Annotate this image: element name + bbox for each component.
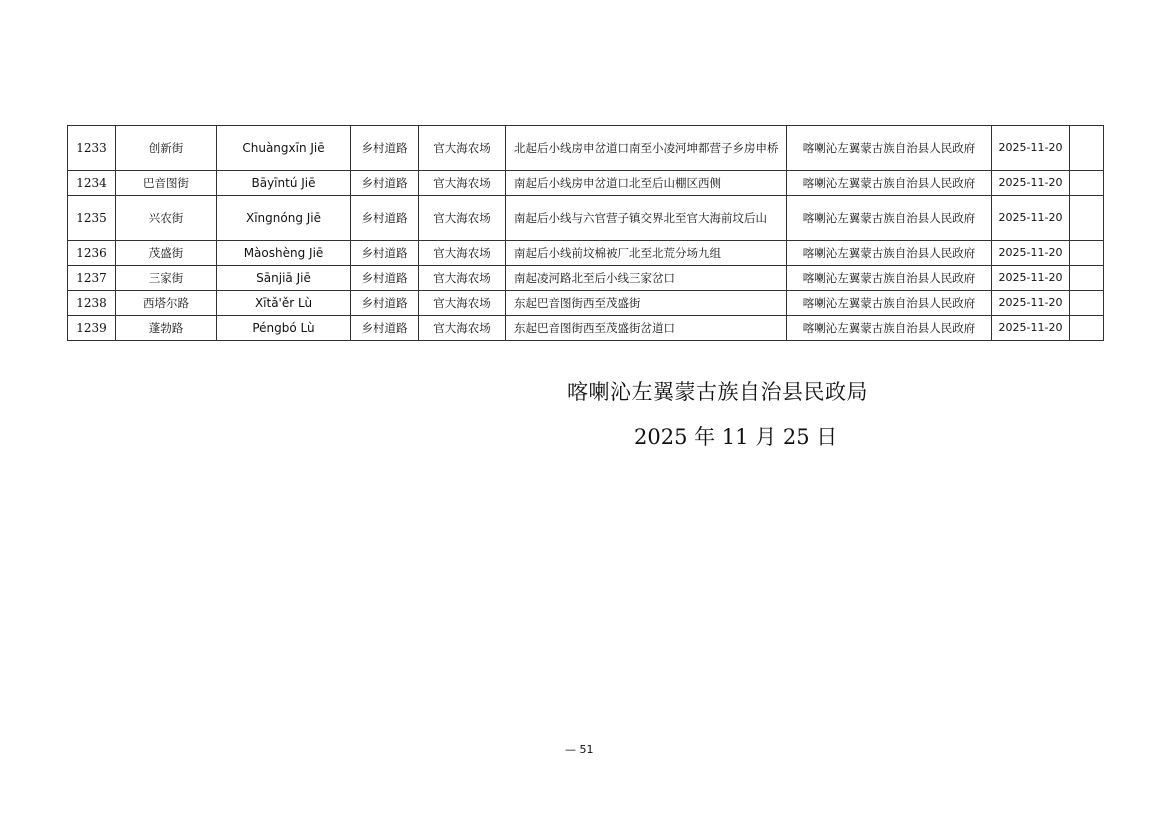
road-route: 北起后小线房申岔道口南至小凌河坤都营子乡房申桥 [506,126,787,171]
road-name: 三家街 [116,266,217,291]
road-route: 南起后小线房申岔道口北至后山棚区西侧 [506,171,787,196]
table-row [68,126,1104,171]
remarks-cell [1070,196,1104,241]
issue-date: 2025 年 11 月 25 日 [634,425,838,449]
road-area: 官大海农场 [419,266,506,291]
road-route: 东起巴音图街西至茂盛街 [506,291,787,316]
road-name: 西塔尔路 [116,291,217,316]
approving-authority: 喀喇沁左翼蒙古族自治县人民政府 [787,241,992,266]
road-route: 东起巴音图街西至茂盛街岔道口 [506,316,787,341]
row-number: 1239 [68,316,116,341]
road-category: 乡村道路 [351,171,419,196]
road-name: 茂盛街 [116,241,217,266]
approving-authority: 喀喇沁左翼蒙古族自治县人民政府 [787,291,992,316]
approving-authority: 喀喇沁左翼蒙古族自治县人民政府 [787,266,992,291]
row-number: 1235 [68,196,116,241]
road-pinyin: Màoshèng Jiē [217,241,351,266]
approval-date: 2025-11-20 [992,316,1070,341]
remarks-cell [1070,266,1104,291]
road-route: 南起凌河路北至后小线三家岔口 [506,266,787,291]
approval-date: 2025-11-20 [992,291,1070,316]
road-pinyin: Xītǎ'ěr Lù [217,291,351,316]
row-number: 1238 [68,291,116,316]
approval-date: 2025-11-20 [992,171,1070,196]
row-number: 1237 [68,266,116,291]
row-number: 1234 [68,171,116,196]
page-number: — 51 [565,743,594,756]
remarks-cell [1070,291,1104,316]
road-category: 乡村道路 [351,291,419,316]
road-category: 乡村道路 [351,241,419,266]
road-pinyin: Sānjiā Jiē [217,266,351,291]
remarks-cell [1070,126,1104,171]
table-row [68,291,1104,316]
approval-date: 2025-11-20 [992,266,1070,291]
remarks-cell [1070,171,1104,196]
road-name: 巴音图街 [116,171,217,196]
issuing-agency: 喀喇沁左翼蒙古族自治县民政局 [567,380,868,404]
approval-date: 2025-11-20 [992,196,1070,241]
road-pinyin: Xīngnóng Jiē [217,196,351,241]
table-row [68,196,1104,241]
road-category: 乡村道路 [351,126,419,171]
road-route: 南起后小线与六官营子镇交界北至官大海前坟后山 [506,196,787,241]
remarks-cell [1070,316,1104,341]
road-pinyin: Bāyīntú Jiē [217,171,351,196]
road-name: 创新街 [116,126,217,171]
road-area: 官大海农场 [419,291,506,316]
road-area: 官大海农场 [419,171,506,196]
road-category: 乡村道路 [351,266,419,291]
road-area: 官大海农场 [419,126,506,171]
table-row [68,171,1104,196]
road-area: 官大海农场 [419,241,506,266]
road-pinyin: Péngbó Lù [217,316,351,341]
road-area: 官大海农场 [419,316,506,341]
road-category: 乡村道路 [351,316,419,341]
approving-authority: 喀喇沁左翼蒙古族自治县人民政府 [787,316,992,341]
approving-authority: 喀喇沁左翼蒙古族自治县人民政府 [787,196,992,241]
approving-authority: 喀喇沁左翼蒙古族自治县人民政府 [787,171,992,196]
table-row [68,266,1104,291]
table-row [68,316,1104,341]
remarks-cell [1070,241,1104,266]
road-category: 乡村道路 [351,196,419,241]
road-area: 官大海农场 [419,196,506,241]
approval-date: 2025-11-20 [992,241,1070,266]
road-name: 兴农街 [116,196,217,241]
road-name: 蓬勃路 [116,316,217,341]
road-pinyin: Chuàngxīn Jiē [217,126,351,171]
approving-authority: 喀喇沁左翼蒙古族自治县人民政府 [787,126,992,171]
approval-date: 2025-11-20 [992,126,1070,171]
place-names-table [67,125,1104,341]
table-row [68,241,1104,266]
road-route: 南起后小线前坟棉被厂北至北荒分场九组 [506,241,787,266]
row-number: 1233 [68,126,116,171]
row-number: 1236 [68,241,116,266]
